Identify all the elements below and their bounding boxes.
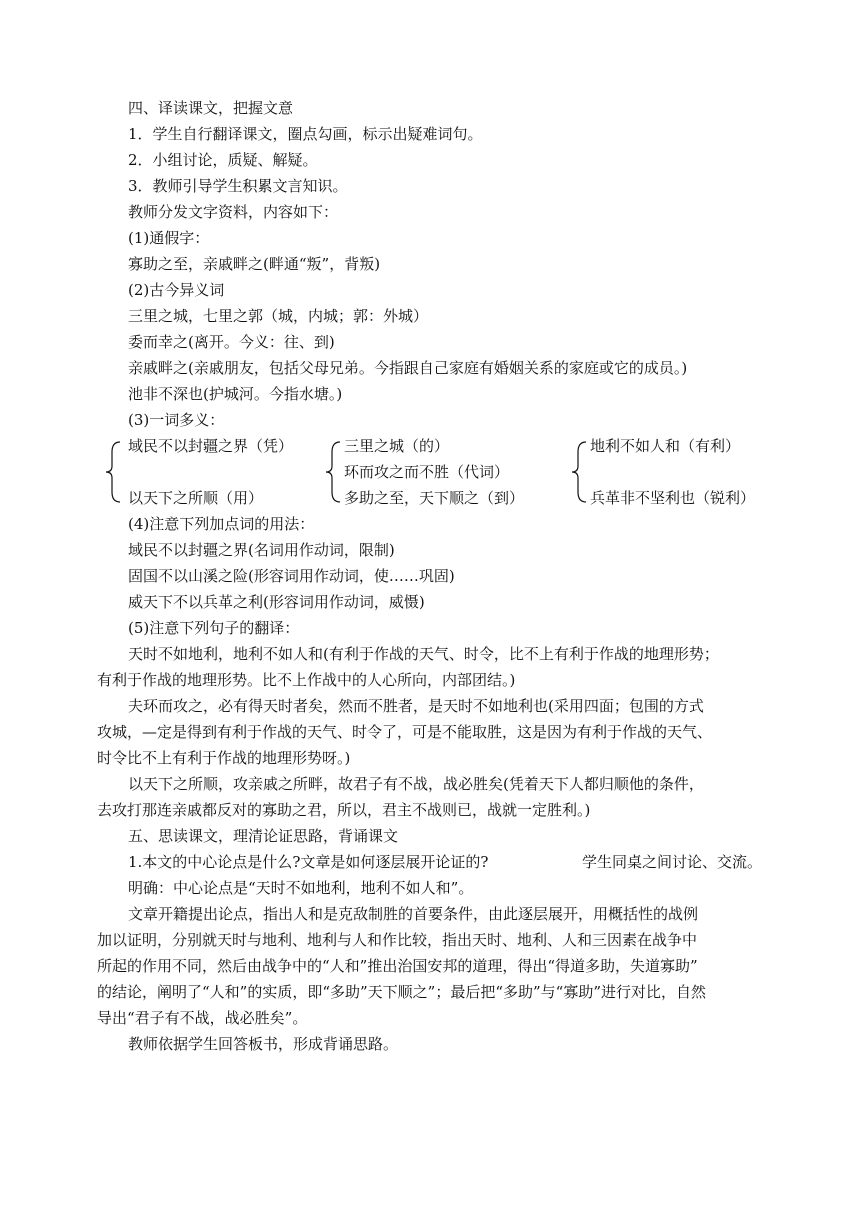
subsection-title-2: (2)古今异义词 — [128, 281, 225, 299]
translation-1-line-2: 有利于作战的地理形势。比不上作战中的人心所向，内部团结。) — [97, 671, 516, 689]
section-heading-5: 五、思读课文，理清论证思路，背诵课文 — [128, 827, 399, 845]
brace-icon — [570, 440, 588, 504]
step-1: 1．学生自行翻译课文，圈点勾画，标示出疑难词句。 — [128, 125, 483, 143]
polysemy-2a: 三里之城（的） — [344, 437, 450, 455]
polysemy-3b: 兵革非不坚利也（锐利） — [590, 489, 756, 507]
subsection-title-1: (1)通假字： — [128, 229, 210, 247]
translation-2-line-1: 夫环而攻之，必有得天时者矣，然而不胜者，是天时不如地利也(采用四面；包围的方式 — [128, 697, 704, 715]
brace-icon — [104, 440, 122, 504]
paragraph-line-3: 所起的作用不同，然后由战争中的“人和”推出治国安邦的道理，得出“得道多助，失道寡助” — [97, 957, 698, 975]
gujin-example-4: 池非不深也(护城河。今指水塘。) — [128, 385, 343, 403]
handout-intro: 教师分发文字资料，内容如下： — [128, 203, 339, 221]
translation-2-line-2: 攻城，—定是得到有利于作战的天气、时令了，可是不能取胜，这是因为有利于作战的天气、 — [97, 723, 713, 741]
question-1-note: 学生同桌之间讨论、交流。 — [582, 853, 763, 871]
paragraph-line-2: 加以证明，分别就天时与地利、地利与人和作比较，指出天时、地利、人和三因素在战争中 — [97, 931, 698, 949]
usage-example-1: 域民不以封疆之界(名词用作动词，限制) — [128, 541, 395, 559]
translation-3-line-2: 去攻打那连亲戚都反对的寡助之君，所以，君主不战则已，战就一定胜利。) — [97, 801, 591, 819]
translation-3-line-1: 以天下之所顺，攻亲戚之所畔，故君子有不战，战必胜矣(凭着天下人都归顺他的条件， — [128, 775, 704, 793]
polysemy-1b: 以天下之所顺（用） — [128, 489, 264, 507]
step-2: 2．小组讨论，质疑、解疑。 — [128, 151, 318, 169]
usage-example-3: 威天下不以兵革之利(形容词用作动词，威慑) — [128, 593, 425, 611]
usage-example-2: 固国不以山溪之险(形容词用作动词，使……巩固) — [128, 567, 455, 585]
polysemy-3a: 地利不如人和（有利） — [590, 437, 741, 455]
gujin-example-1: 三里之城，七里之郭（城，内城；郭：外城） — [128, 307, 429, 325]
polysemy-1a: 域民不以封疆之界（凭） — [128, 437, 294, 455]
closing-line: 教师依据学生回答板书，形成背诵思路。 — [128, 1035, 399, 1053]
tongjia-example: 寡助之至，亲戚畔之(畔通“叛”，背叛) — [128, 255, 381, 273]
section-heading-4: 四、译读课文，把握文意 — [128, 99, 294, 117]
subsection-title-5: (5)注意下列句子的翻译： — [128, 619, 300, 637]
translation-2-line-3: 时令比不上有利于作战的地理形势呀。) — [97, 749, 351, 767]
gujin-example-2: 委而幸之(离开。今义：往、到) — [128, 333, 335, 351]
gujin-example-3: 亲戚畔之(亲戚朋友，包括父母兄弟。今指跟自己家庭有婚姻关系的家庭或它的成员。) — [128, 359, 688, 377]
translation-1-line-1: 天时不如地利，地利不如人和(有利于作战的天气、时令，比不上有利于作战的地理形势； — [128, 645, 719, 663]
paragraph-line-5: 导出“君子有不战，战必胜矣”。 — [97, 1009, 308, 1027]
answer-line: 明确：中心论点是“天时不如地利，地利不如人和”。 — [128, 879, 474, 897]
brace-icon — [324, 440, 342, 504]
paragraph-line-4: 的结论，阐明了“人和”的实质，即“多助”天下顺之”；最后把“多助”与“寡助”进行对比，自然 — [97, 983, 707, 1001]
subsection-title-4: (4)注意下列加点词的用法： — [128, 515, 315, 533]
paragraph-line-1: 文章开籍提出论点，指出人和是克敌制胜的首要条件，由此逐层展开，用概括性的战例 — [128, 905, 699, 923]
step-3: 3．教师引导学生积累文言知识。 — [128, 177, 348, 195]
polysemy-2b: 环而攻之而不胜（代词） — [344, 463, 510, 481]
polysemy-2c: 多助之至，天下顺之（到） — [344, 489, 525, 507]
subsection-title-3: (3)一词多义： — [128, 411, 225, 429]
question-1: 1.本文的中心论点是什么?文章是如何逐层展开论证的? — [128, 853, 489, 871]
